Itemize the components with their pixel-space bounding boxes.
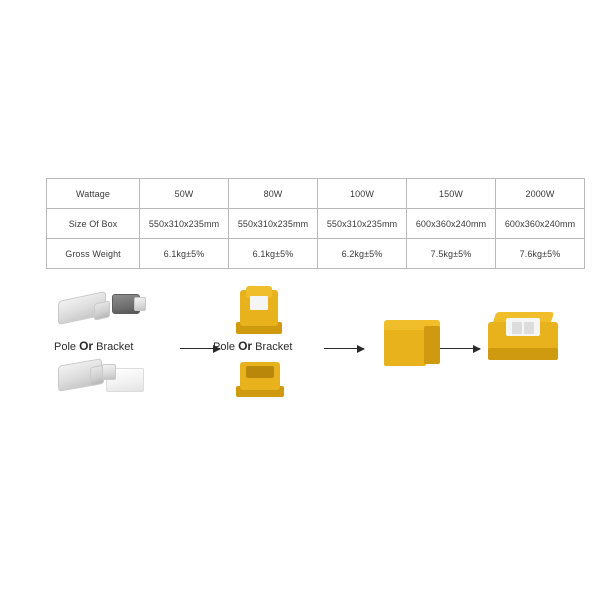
row-label: Size Of Box	[47, 209, 140, 239]
table-cell: 550x310x235mm	[229, 209, 318, 239]
table-cell: 600x360x240mm	[496, 209, 585, 239]
table-cell: 550x310x235mm	[318, 209, 407, 239]
table-row	[47, 179, 585, 209]
table-cell: 7.5kg±5%	[407, 239, 496, 269]
arrow-3-icon	[440, 348, 480, 349]
closed-yellow-box-icon	[378, 318, 448, 380]
table-cell: 7.6kg±5%	[496, 239, 585, 269]
table-cell: 600x360x240mm	[407, 209, 496, 239]
table-cell: 6.1kg±5%	[229, 239, 318, 269]
table-cell: 6.1kg±5%	[140, 239, 229, 269]
table-cell: 50W	[140, 179, 229, 209]
table-row	[47, 239, 585, 269]
table-cell: 80W	[229, 179, 318, 209]
table-cell: 2000W	[496, 179, 585, 209]
flow-label-mid	[213, 339, 292, 353]
row-label: Wattage	[47, 179, 140, 209]
flow-label-left-or: Or	[79, 339, 94, 353]
arrow-2-icon	[324, 348, 364, 349]
flow-label-mid-prefix: Pole	[213, 341, 239, 353]
flow-label-mid-suffix: Bracket	[252, 341, 293, 353]
open-yellow-box-icon	[486, 302, 566, 382]
table-row	[47, 209, 585, 239]
packing-flow-diagram	[40, 282, 560, 412]
specification-table	[46, 178, 576, 269]
row-label: Gross Weight	[47, 239, 140, 269]
table-cell: 100W	[318, 179, 407, 209]
flow-label-left-suffix: Bracket	[93, 341, 134, 353]
table-cell: 6.2kg±5%	[318, 239, 407, 269]
flow-label-mid-or: Or	[238, 339, 253, 353]
table-cell: 550x310x235mm	[140, 209, 229, 239]
table-cell: 150W	[407, 179, 496, 209]
flow-label-left	[54, 339, 133, 353]
flow-label-left-prefix: Pole	[54, 341, 80, 353]
